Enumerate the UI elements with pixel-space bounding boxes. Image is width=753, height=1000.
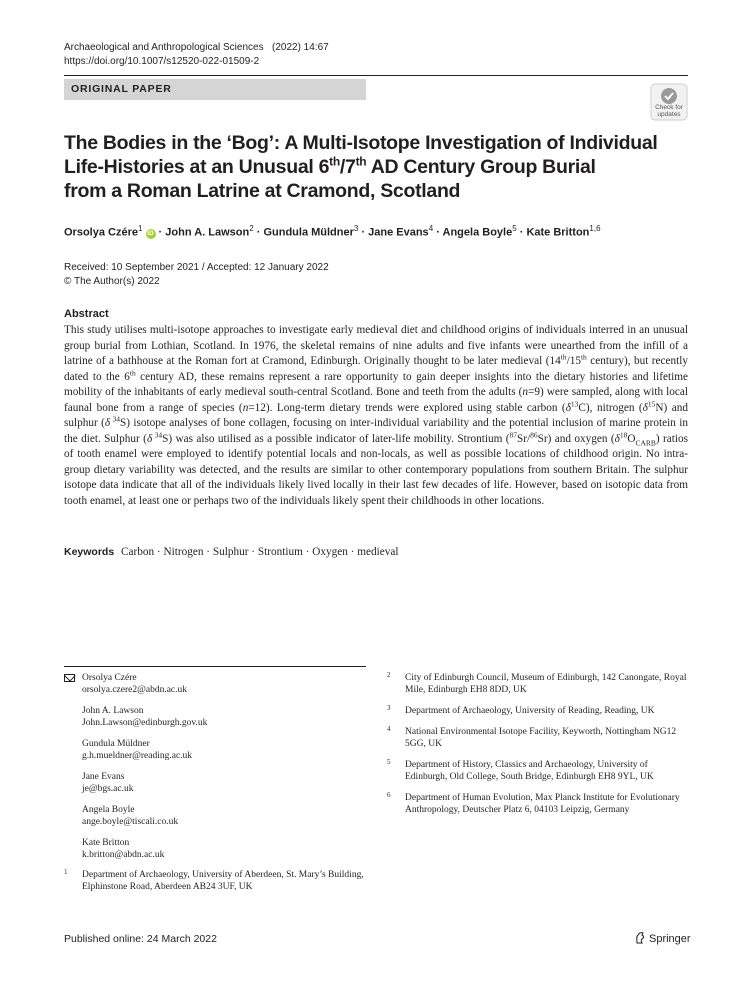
abstract-heading: Abstract	[64, 308, 109, 320]
affiliation	[387, 672, 687, 696]
affiliation-text: Department of Human Evolution, Max Planck Institute for Evolutionary Anthropology, Deutscher Platz 6, 04103 Leipzig, Germany	[405, 793, 680, 815]
author-list: Orsolya Czére$^1$ iD · John A. Lawson$^2$ · Gundula Müldner$^3$ · Jane Evans$^4$ · Angela Boyle$^5$ · Kate Britton$^{1,6}$	[64, 224, 601, 239]
article-type-badge	[64, 79, 366, 100]
affiliation-list-left	[64, 869, 364, 893]
affiliation-number: 6	[387, 791, 391, 799]
author-name[interactable]: Jane Evans	[368, 226, 429, 239]
author-name[interactable]: Gundula Müldner	[263, 226, 354, 239]
contact-entry	[64, 771, 366, 795]
affiliation-text: National Environmental Isotope Facility, Keyworth, Nottingham NG12 5GG, UK	[405, 727, 677, 749]
contact-name: Angela Boyle	[82, 805, 135, 815]
contact-email[interactable]: k.britton@abdn.ac.uk	[82, 850, 165, 860]
author-name[interactable]: John A. Lawson	[165, 226, 250, 239]
affiliation-text: Department of Archaeology, University of Aberdeen, St. Mary’s Building, Elphinstone Road, Aberdeen AB24 3UF, UK	[82, 870, 364, 892]
affiliation	[387, 726, 687, 750]
author-name[interactable]: Kate Britton	[526, 226, 590, 239]
published-date: Published online: 24 March 2022	[64, 933, 217, 945]
affiliation-text: Department of History, Classics and Archaeology, University of Edinburgh, Old College, South Bridge, Edinburgh EH8 9YL, UK	[405, 760, 654, 782]
contact-name: Gundula Müldner	[82, 739, 150, 749]
contact-entry	[64, 672, 366, 696]
keywords-list: Carbon · Nitrogen · Sulphur · Strontium · Oxygen · medieval	[121, 546, 399, 558]
title-line-2: Life-Histories at an Unusual 6th/7th AD Century Group Burial	[64, 154, 596, 178]
envelope-icon	[64, 674, 75, 682]
contact-entry	[64, 804, 366, 828]
copyright: © The Author(s) 2022	[64, 276, 160, 287]
contact-email[interactable]: je@bgs.ac.uk	[82, 784, 134, 794]
contact-email[interactable]: ange.boyle@tiscali.co.uk	[82, 817, 179, 827]
keywords	[64, 545, 688, 560]
author-name[interactable]: Orsolya Czére	[64, 226, 138, 239]
journal-issue: (2022) 14:67	[272, 42, 329, 53]
keywords-label: Keywords	[64, 546, 115, 558]
affiliation	[387, 792, 687, 816]
title-line-3: from a Roman Latrine at Cramond, Scotland	[64, 180, 461, 202]
author-name[interactable]: Angela Boyle	[442, 226, 513, 239]
affiliation-text: Department of Archaeology, University of Reading, Reading, UK	[405, 706, 655, 716]
title-line-1: The Bodies in the ‘Bog’: A Multi-Isotope Investigation of Individual	[64, 132, 658, 154]
abstract-body: This study utilises multi-isotope approaches to investigate early medieval diet and childhood origins of individuals interred in an unusual group burial from Lothian, Scotland. In 1976, the skeletal remains of nine adults and five infants were unearthed from the infill of a latrine of a bathhouse at the Roman fort at Cramond, Edinburgh. Originally thought to be later medieval (14th/15th century), but recently dated to the 6th century AD, these remains represent a rare opportunity to gain deeper insights into the dietary histories and lifetime mobility of the inhabitants of early medieval south-central Scotland. Bone and teeth from the adults (n=9) were sampled, along with local faunal bone from a range of species (n=12). Long-term dietary trends were explored using stable carbon $(\delta^{13}C)$, nitrogen $(\delta^{15}N)$ and sulphur (δ $^{34}$S) isotope analyses of bone collagen, focusing on inter-individual variability and the potential inclusion of marine protein in the diet. Sulphur (δ $^{34}$S) was also utilised as a possible indicator of later-life mobility. Strontium ($^{87}$Sr/$^{86}$Sr) and oxygen $(\delta^{18}O_{CARB})$ ratios of tooth enamel were employed to identify potential locals and non-locals, as well as possible locations of childhood origin. No intra-group dietary variability was detected, and the results are similar to other contemporary populations from southern Britain. The sulphur isotope data indicate that all of the individuals likely lived locally in their last few decades of life. However, based on isotopic data from tooth enamel, at least one or perhaps two of the individuals likely spent their childhoods in other locations.	[64, 324, 689, 507]
contact-name: John A. Lawson	[82, 706, 144, 716]
journal-name: Archaeological and Anthropological Sciences	[64, 42, 264, 53]
affiliation-number: 3	[387, 704, 391, 712]
contact-email[interactable]: John.Lawson@edinburgh.gov.uk	[82, 718, 208, 728]
affiliation	[64, 869, 364, 893]
received-accepted: Received: 10 September 2021 / Accepted: 12 January 2022	[64, 262, 329, 273]
publisher-name: Springer	[649, 933, 691, 945]
affiliation-number: 5	[387, 758, 391, 766]
affiliation-list-right	[387, 672, 687, 825]
contact-list	[64, 672, 366, 870]
springer-horse-icon	[634, 931, 646, 944]
contact-email[interactable]: orsolya.czere2@abdn.ac.uk	[82, 685, 188, 695]
contact-entry	[64, 705, 366, 729]
contact-name: Jane Evans	[82, 772, 125, 782]
paper-title	[64, 131, 664, 203]
contact-name: Orsolya Czére	[82, 673, 137, 683]
footnote-rule	[64, 666, 366, 667]
affiliation-number: 1	[64, 868, 68, 876]
check-for-updates-label: Check for updates	[655, 104, 683, 118]
affiliation-text: City of Edinburgh Council, Museum of Edinburgh, 142 Canongate, Royal Mile, Edinburgh EH8 8DD, UK	[405, 673, 687, 695]
publisher-logo	[634, 931, 691, 945]
header-rule	[64, 75, 688, 76]
doi-link[interactable]: https://doi.org/10.1007/s12520-022-01509-2	[64, 56, 260, 67]
affiliation	[387, 705, 687, 717]
contact-email[interactable]: g.h.mueldner@reading.ac.uk	[82, 751, 193, 761]
affiliation-number: 4	[387, 725, 391, 733]
article-dates	[64, 261, 329, 289]
affiliation	[387, 759, 687, 783]
contact-entry	[64, 837, 366, 861]
article-type-label: ORIGINAL PAPER	[71, 83, 172, 95]
contact-entry	[64, 738, 366, 762]
contact-name: Kate Britton	[82, 838, 130, 848]
affiliation-number: 2	[387, 671, 391, 679]
orcid-icon[interactable]: iD	[147, 229, 154, 237]
